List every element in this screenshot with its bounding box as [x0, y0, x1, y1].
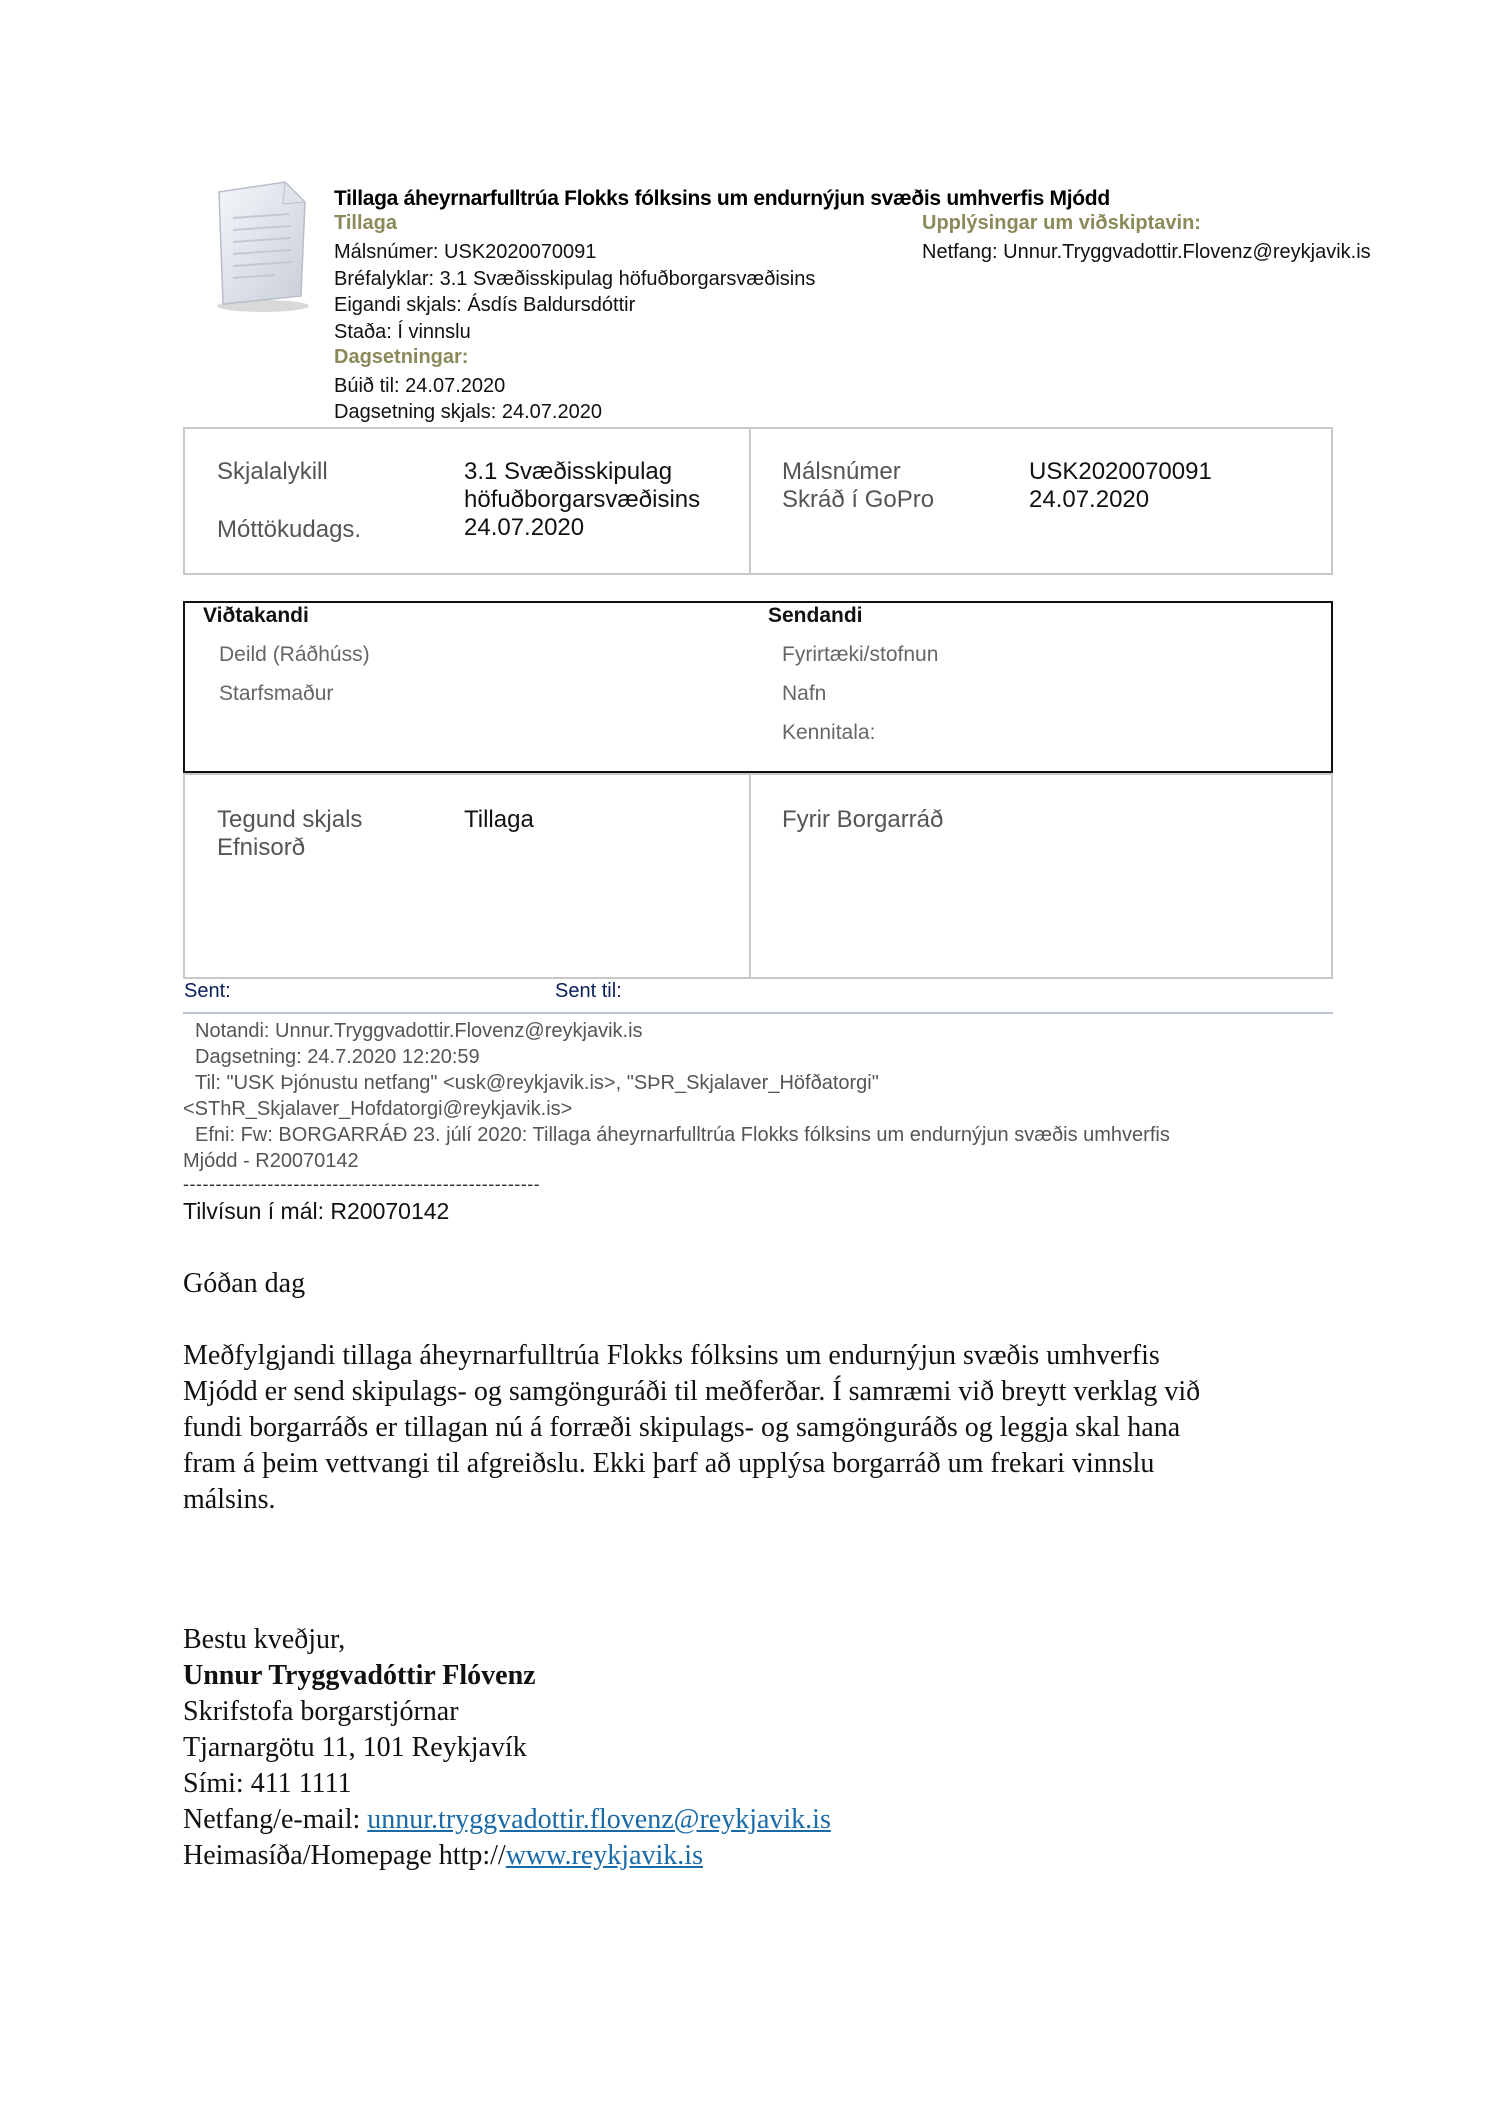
- homepage-link[interactable]: www.reykjavik.is: [505, 1840, 703, 1871]
- doc-key-label: Skjalalykill: [217, 458, 328, 485]
- received-date-value: 24.07.2020: [464, 514, 585, 541]
- body-line-1: Meðfylgjandi tillaga áheyrnarfulltrúa Flokks fólksins um endurnýjun svæðis umhverfis: [183, 1340, 1160, 1371]
- document-icon: [205, 178, 317, 313]
- doc-type-field-label: Tegund skjals: [217, 806, 363, 833]
- recipient-heading: Viðtakandi: [203, 604, 309, 627]
- customer-info-label: Upplýsingar um viðskiptavin:: [922, 212, 1201, 234]
- doc-key-value-2: höfuðborgarsvæðisins: [464, 486, 701, 513]
- gopro-label: Skráð í GoPro: [782, 486, 935, 513]
- homepage-prefix: Heimasíða/Homepage http://: [183, 1840, 506, 1871]
- owner-line: Eigandi skjals: Ásdís Baldursdóttir: [334, 294, 636, 316]
- dates-label: Dagsetningar:: [334, 346, 469, 368]
- national-id-label: Kennitala:: [782, 721, 876, 744]
- doc-type-field-value: Tillaga: [464, 806, 534, 833]
- greeting: Góðan dag: [183, 1268, 306, 1299]
- homepage-line: [183, 1838, 703, 1874]
- sender-heading: Sendandi: [768, 604, 863, 627]
- meta-user-line: Notandi: Unnur.Tryggvadottir.Flovenz@reykjavik.is: [195, 1020, 643, 1042]
- parties-box: [183, 601, 1333, 773]
- meta-subject-line-1: Efni: Fw: BORGARRÁÐ 23. júlí 2020: Tillaga áheyrnarfulltrúa Flokks fólksins um endurnýjun svæðis umhverfis: [195, 1124, 1170, 1146]
- case-number-line: Málsnúmer: USK2020070091: [334, 241, 597, 263]
- received-date-label: Móttökudags.: [217, 516, 362, 543]
- info-box: [183, 427, 1333, 575]
- meta-to-line-1: Til: "USK Þjónustu netfang" <usk@reykjavik.is>, "SÞR_Skjalaver_Höfðatorgi": [195, 1072, 879, 1094]
- for-council-label: Fyrir Borgarráð: [782, 806, 944, 833]
- created-line: Búið til: 24.07.2020: [334, 375, 506, 397]
- keywords-label: Efnisorð: [217, 834, 306, 861]
- email-prefix: Netfang/e-mail:: [183, 1804, 368, 1835]
- staff-label: Starfsmaður: [219, 682, 334, 705]
- meta-to-line-2: <SThR_Skjalaver_Hofdatorgi@reykjavik.is>: [183, 1098, 573, 1120]
- doc-key-value-1: 3.1 Svæðisskipulag: [464, 458, 673, 485]
- email-link[interactable]: unnur.tryggvadottir.flovenz@reykjavik.is: [367, 1804, 831, 1835]
- status-line: Staða: Í vinnslu: [334, 321, 471, 343]
- body-line-2: Mjódd er send skipulags- og samgönguráði til meðferðar. Í samræmi við breytt verklag við: [183, 1376, 1201, 1407]
- closing: Bestu kveðjur,: [183, 1624, 346, 1655]
- doc-date-line: Dagsetning skjals: 24.07.2020: [334, 401, 602, 423]
- type-box: [183, 773, 1333, 979]
- department-label: Deild (Ráðhúss): [219, 643, 370, 666]
- sent-to-label: Sent til:: [555, 980, 622, 1002]
- company-label: Fyrirtæki/stofnun: [782, 643, 939, 666]
- type-box-divider: [749, 773, 751, 979]
- info-box-divider: [749, 427, 751, 575]
- sent-label: Sent:: [184, 980, 231, 1002]
- meta-subject-line-2: Mjódd - R20070142: [183, 1150, 359, 1172]
- meta-divider: -------------------------------------------------------: [183, 1174, 541, 1194]
- customer-email-line: Netfang: Unnur.Tryggvadottir.Flovenz@reykjavik.is: [922, 241, 1371, 263]
- body-line-4: fram á þeim vettvangi til afgreiðslu. Ekki þarf að upplýsa borgarráð um frekari vinnslu: [183, 1448, 1155, 1479]
- signer-office: Skrifstofa borgarstjórnar: [183, 1696, 459, 1727]
- body-line-3: fundi borgarráðs er tillagan nú á forræði skipulags- og samgönguráðs og leggja skal hana: [183, 1412, 1181, 1443]
- keys-line: Bréfalyklar: 3.1 Svæðisskipulag höfuðborgarsvæðisins: [334, 268, 816, 290]
- signer-address: Tjarnargötu 11, 101 Reykjavík: [183, 1732, 527, 1763]
- gopro-value: 24.07.2020: [1029, 486, 1150, 513]
- meta-date-line: Dagsetning: 24.7.2020 12:20:59: [195, 1046, 480, 1068]
- signer-phone: Sími: 411 1111: [183, 1768, 352, 1799]
- case-reference: Tilvísun í mál: R20070142: [183, 1198, 450, 1224]
- body-line-5: málsins.: [183, 1484, 276, 1515]
- signer-name: Unnur Tryggvadóttir Flóvenz: [183, 1660, 536, 1691]
- signer-email-line: [183, 1802, 831, 1838]
- document-title: Tillaga áheyrnarfulltrúa Flokks fólksins um endurnýjun svæðis umhverfis Mjódd: [334, 187, 1110, 210]
- sent-divider: [183, 1012, 1333, 1014]
- doc-type-label: Tillaga: [334, 212, 397, 234]
- case-number-label: Málsnúmer: [782, 458, 901, 485]
- case-number-value: USK2020070091: [1029, 458, 1212, 485]
- sender-name-label: Nafn: [782, 682, 827, 705]
